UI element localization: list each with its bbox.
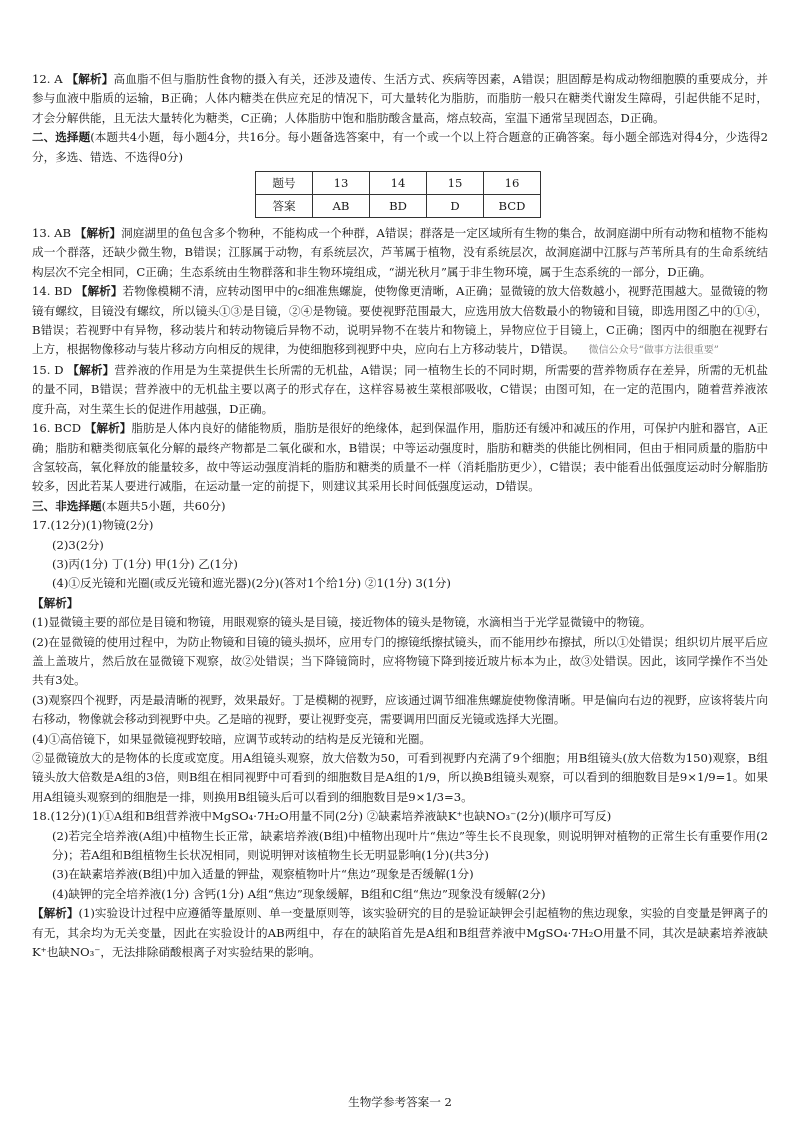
answer-table-number: 16 bbox=[484, 172, 541, 195]
section2-desc: (本题共4小题，每小题4分，共16分。每小题备选答案中，有一个或一个以上符合题意的正确答案。每小题全部选对得4分，少选得2分，多选、错选、不选得0分) bbox=[32, 130, 768, 164]
q18-answer-line: 18.(12分)(1)①A组和B组营养液中MgSO₄·7H₂O用量不同(2分) ②缺素培养液缺K⁺也缺NO₃⁻(2分)(顺序可写反) bbox=[32, 809, 612, 824]
answer-table-number: 15 bbox=[427, 172, 484, 195]
q18-answer-line: (3)在缺素培养液(B组)中加入适量的钾盐，观察植物叶片“焦边”现象是否缓解(1分) bbox=[52, 867, 474, 882]
q18-answer-line: (2)若完全培养液(A组)中植物生长正常，缺素培养液(B组)中植物出现叶片“焦边”等生长不良现象，则说明钾对植物的正常生长有重要作用(2分)；若A组和B组植物生长状况相同，则说明钾对该植物生长无明显影响(1分)(共3分) bbox=[52, 828, 768, 863]
answer-table bbox=[255, 171, 541, 218]
q12-analysis-tag: 【解析】 bbox=[66, 72, 114, 86]
q12-text: 高血脂不但与脂肪性食物的摄入有关，还涉及遗传、生活方式、疾病等因素，A错误；胆固醇是构成动物细胞膜的重要成分，并参与血液中脂质的运输，B正确；人体内糖类在供应充足的情况下，可大量转化为脂肪，而脂肪一般只在糖类代谢发生障碍，引起供能不足时，才会分解供能，且无法大量转化为糖类，C正确；人体脂肪中饱和脂肪酸含量高，熔点较高，室温下通常呈现固态，D正确。 bbox=[32, 72, 768, 125]
q18-explanation-text: (1)实验设计过程中应遵循等量原则、单一变量原则等，该实验研究的目的是验证缺钾会引起植物的焦边现象，实验的自变量是钾离子的有无，其余均为无关变量，因此在实验设计的AB两组中，存在的缺陷首先是A组和B组营养液中MgSO₄·7H₂O用量不同，其次是缺素培养液缺K⁺也缺NO₃⁻，无法排除硝酸根离子对实验结果的影响。 bbox=[32, 906, 768, 960]
q12-paragraph bbox=[32, 70, 768, 128]
q17-analysis-tag: 【解析】 bbox=[32, 595, 79, 610]
answer-table-number: 13 bbox=[313, 172, 370, 195]
section3-desc: (本题共5小题，共60分) bbox=[101, 498, 226, 513]
answer-table-answer: AB bbox=[313, 195, 370, 218]
section3-title: 三、非选择题 bbox=[32, 498, 102, 513]
q17-explanation: ②显微镜放大的是物体的长度或宽度。用A组镜头观察，放大倍数为50，可看到视野内充满了9个细胞；用B组镜头(放大倍数为150)观察，B组镜头放大倍数是A组的3倍，则B组在相同视野中可看到的细胞数目是A组的1/9，所以换B组镜头观察，可以看到的细胞数目是9×1/9=1。如果用A组镜头观察到的细胞是一排，则换用B组镜头后可以看到的细胞数目是9×1/3=3。 bbox=[32, 751, 768, 804]
q14-paragraph bbox=[32, 282, 768, 361]
q17-explanation: (3)观察四个视野，丙是最清晰的视野，效果最好。丁是模糊的视野，应该通过调节细准焦螺旋使物像清晰。甲是偏向右边的视野，应该将装片向右移动，物像就会移动到视野中央。乙是暗的视野，要让视野变亮，需要调用凹面反光镜或选择大光圈。 bbox=[32, 692, 768, 727]
watermark-text: 微信公众号“做事方法很重要” bbox=[588, 345, 719, 357]
q17-explanation: (4)①高倍镜下，如果显微镜视野较暗，应调节或转动的结构是反光镜和光圈。 bbox=[32, 731, 432, 746]
answer-table-answer: D bbox=[427, 195, 484, 218]
answer-table-answer: BCD bbox=[484, 195, 541, 218]
q15-number: 15. D bbox=[32, 362, 68, 377]
q16-text: 脂肪是人体内良好的储能物质，脂肪是很好的绝缘体，起到保温作用，脂肪还有缓冲和减压的作用，可保护内脏和器官，A正确；脂肪和糖类彻底氧化分解的最终产物都是二氧化碳和水，B错误；中等运动强度时，脂肪和糖类的供能比例相同，但由于相同质量的脂肪中含氢较高，氧化释放的能量较多，故中等运动强度消耗的脂肪和糖类的质量不一样（消耗脂肪更少），C错误；表中能看出低强度运动时分解脂肪较多，因此若某人要进行减脂，在运动量一定的前提下，则建议其采用长时间低强度运动，D错误。 bbox=[32, 421, 768, 494]
q17-answer-line: 17.(12分)(1)物镜(2分) bbox=[32, 518, 154, 533]
section3-heading bbox=[32, 497, 768, 516]
q15-paragraph bbox=[32, 361, 768, 419]
q14-text: 若物像模糊不清，应转动图甲中的c细准焦螺旋，使物像更清晰，A正确；显微镜的放大倍数越小，视野范围越大。显微镜的物镜有螺纹，目镜没有螺纹，所以镜头①③是目镜，②④是物镜。要使视野范围最大，应选用放大倍数最小的物镜和目镜，即选用图乙中的①④，B错误；若视野中有异物，移动装片和转动物镜后异物不动，说明异物不在装片和物镜上，异物应位于目镜上，C正确；图丙中的细胞在视野右上方，根据物像移动与装片移动方向相反的规律，为使细胞移到视野中央，应向右上方移动装片，D错误。 bbox=[32, 284, 768, 357]
q18-analysis-tag: 【解析】 bbox=[32, 906, 79, 921]
q18-answer-line: (4)缺钾的完全培养液(1分) 含钙(1分) A组“焦边”现象缓解，B组和C组“焦边”现象没有缓解(2分) bbox=[52, 886, 546, 901]
answer-table-header-label: 题号 bbox=[256, 172, 313, 195]
q17-explanation: (2)在显微镜的使用过程中，为防止物镜和目镜的镜头损坏，应用专门的擦镜纸擦拭镜头，而不能用纱布擦拭，所以①处错误；组织切片展平后应盖上盖玻片，然后放在显微镜下观察，故②处错误；当下降镜筒时，应将物镜下降到接近玻片标本为止，故③处错误。因此，该同学操作不当处共有3处。 bbox=[32, 634, 768, 688]
q18-explanation bbox=[32, 904, 768, 962]
section2-heading bbox=[32, 128, 768, 167]
q16-analysis-tag: 【解析】 bbox=[84, 421, 132, 436]
answer-table-header-row bbox=[256, 172, 541, 195]
q13-paragraph bbox=[32, 224, 768, 282]
q13-number: 13. AB bbox=[32, 226, 75, 241]
answer-table-answer: BD bbox=[370, 195, 427, 218]
q15-text: 营养液的作用是为生菜提供生长所需的无机盐，A错误；同一植物生长的不同时期，所需要的营养物质存在差异，所需的无机盐的量不同，B错误；营养液中的无机盐主要以离子的形式存在，这样容易被生菜根部吸收，C错误；由图可知，在一定的范围内，随着营养液浓度升高，对生菜生长的促进作用越强，D正确。 bbox=[32, 362, 768, 416]
answer-page bbox=[32, 70, 768, 962]
q17-answer-line: (4)①反光镜和光圈(或反光镜和遮光器)(2分)(答对1个给1分) ②1(1分) 3(1分) bbox=[52, 576, 451, 591]
q16-paragraph bbox=[32, 419, 768, 497]
q17-answer-line: (2)3(2分) bbox=[52, 537, 104, 552]
q14-analysis-tag: 【解析】 bbox=[75, 284, 123, 299]
answer-table-answer-row bbox=[256, 195, 541, 218]
section2-title: 二、选择题 bbox=[32, 130, 91, 145]
page-footer: 生物学参考答案一 2 bbox=[348, 1095, 452, 1109]
q15-analysis-tag: 【解析】 bbox=[67, 362, 115, 377]
answer-table-number: 14 bbox=[370, 172, 427, 195]
q13-text: 洞庭湖里的鱼包含多个物种，不能构成一个种群，A错误；群落是一定区域所有生物的集合，故洞庭湖中所有动物和植物不能构成一个群落，还缺少微生物，B错误；江豚属于动物，有系统层次，芦苇属于植物，没有系统层次，故洞庭湖中江豚与芦苇所具有的生命系统结构层次不完全相同，C正确；生态系统由生物群落和非生物环境组成，“湖光秋月”属于非生物环境，属于生态系统的一部分，D正确。 bbox=[32, 226, 768, 279]
q16-number: 16. BCD bbox=[32, 421, 85, 436]
q14-number: 14. BD bbox=[32, 284, 76, 299]
q12-number: 12. A bbox=[32, 72, 67, 86]
q17-answer-line: (3)丙(1分) 丁(1分) 甲(1分) 乙(1分) bbox=[52, 556, 238, 571]
q17-explanation: (1)显微镜主要的部位是目镜和物镜，用眼观察的镜头是目镜，接近物体的镜头是物镜，水滴相当于光学显微镜中的物镜。 bbox=[32, 615, 652, 630]
q13-analysis-tag: 【解析】 bbox=[74, 226, 122, 241]
answer-table-answer-label: 答案 bbox=[256, 195, 313, 218]
